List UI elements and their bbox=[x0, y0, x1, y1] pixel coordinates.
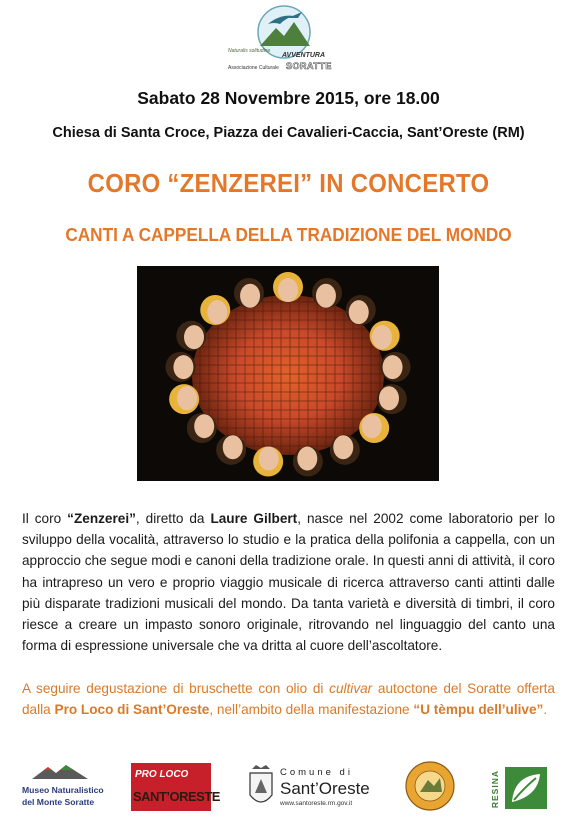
event-venue: Chiesa di Santa Croce, Piazza dei Cavalieri-Caccia, Sant’Oreste (RM) bbox=[52, 125, 525, 141]
tasting-text: A seguire degustazione di bruschette con olio di bbox=[22, 681, 330, 696]
singer-face bbox=[383, 355, 403, 379]
comune-label: Comune di bbox=[280, 767, 353, 778]
singer-face bbox=[362, 414, 382, 438]
logo-name: AVVENTURA bbox=[282, 52, 326, 59]
description-text: , nasce nel 2002 come laboratorio per lo sviluppo della vocalità, attraverso lo studio e la pratica della polifonia a cappella, con un approccio che segue modi e canoni della tradizione orale. In questi anni di attività, il coro ha intrapreso un vero e proprio viaggio musicale di ricerca attraverso canti attinti dalle più disparate tradizioni musicali del mondo. Da tanta varietà e diversità di timbri, il coro riesce a creare un impasto sonoro originale, ritrovando nel linguaggio del canto una forma di espressione universale che va dritta al cuore dell’ascoltatore. bbox=[22, 511, 556, 654]
description-text: , diretto da bbox=[135, 511, 211, 526]
event-title: CORO “ZENZEREI” IN CONCERTO bbox=[87, 168, 490, 198]
mountain-icon bbox=[30, 763, 90, 781]
cultivar-word: cultivar bbox=[329, 681, 373, 696]
logo-tagline: Naturalis solitudine bbox=[228, 48, 271, 54]
comune-website: www.santoreste.rm.gov.it bbox=[280, 800, 353, 807]
singer-face bbox=[316, 284, 336, 308]
proloco-logo bbox=[131, 763, 220, 811]
museo-place: del Monte Soratte bbox=[22, 797, 95, 807]
singer-face bbox=[259, 447, 279, 471]
festival-name: “U tèmpu dell’ulive” bbox=[413, 702, 544, 718]
proloco-town: SANT’ORESTE bbox=[133, 789, 220, 804]
singer-face bbox=[278, 278, 298, 302]
museo-name: Museo Naturalistico bbox=[22, 785, 104, 795]
choir-description bbox=[22, 508, 555, 656]
singer-face bbox=[173, 355, 193, 379]
singer-face bbox=[240, 284, 260, 308]
singer-face bbox=[207, 300, 227, 324]
proloco-label: PRO LOCO bbox=[135, 769, 189, 780]
resina-label: RESINA bbox=[490, 770, 500, 809]
tasting-text: autoctone del Soratte offerta dalla bbox=[22, 681, 555, 718]
director-name: Laure Gilbert bbox=[210, 511, 298, 526]
leaf-icon bbox=[504, 766, 548, 810]
singer-face bbox=[194, 414, 214, 438]
tasting-note bbox=[22, 678, 555, 720]
tasting-text: . bbox=[543, 702, 548, 718]
museo-logo bbox=[20, 763, 120, 815]
choir-photo bbox=[137, 266, 439, 481]
proloco-name: Pro Loco di Sant’Oreste bbox=[54, 702, 210, 718]
singer-face bbox=[184, 325, 204, 349]
singer-face bbox=[177, 386, 197, 410]
singer-face bbox=[223, 435, 243, 459]
choir-name: “Zenzerei” bbox=[67, 511, 136, 526]
singer-face bbox=[372, 325, 392, 349]
coat-of-arms-icon bbox=[246, 765, 276, 811]
singer-face bbox=[333, 435, 353, 459]
singer-face bbox=[297, 447, 317, 471]
event-date: Sabato 28 Novembre 2015, ore 18.00 bbox=[137, 88, 440, 108]
association-emblem bbox=[404, 760, 456, 812]
comune-name: Sant’Oreste bbox=[280, 779, 370, 798]
circular-emblem-icon bbox=[404, 760, 456, 812]
event-subtitle: CANTI A CAPPELLA DELLA TRADIZIONE DEL MONDO bbox=[65, 224, 512, 245]
singer-face bbox=[349, 300, 369, 324]
comune-logo bbox=[246, 763, 376, 813]
logo-subtitle: Associazione Culturale bbox=[228, 65, 279, 71]
resina-logo bbox=[490, 766, 550, 812]
logo-soratte: SORATTE bbox=[286, 61, 332, 71]
description-text: Il coro bbox=[22, 511, 68, 526]
singer-face bbox=[379, 386, 399, 410]
association-logo bbox=[228, 4, 340, 74]
tasting-text: , nell’ambito della manifestazione bbox=[209, 702, 414, 718]
